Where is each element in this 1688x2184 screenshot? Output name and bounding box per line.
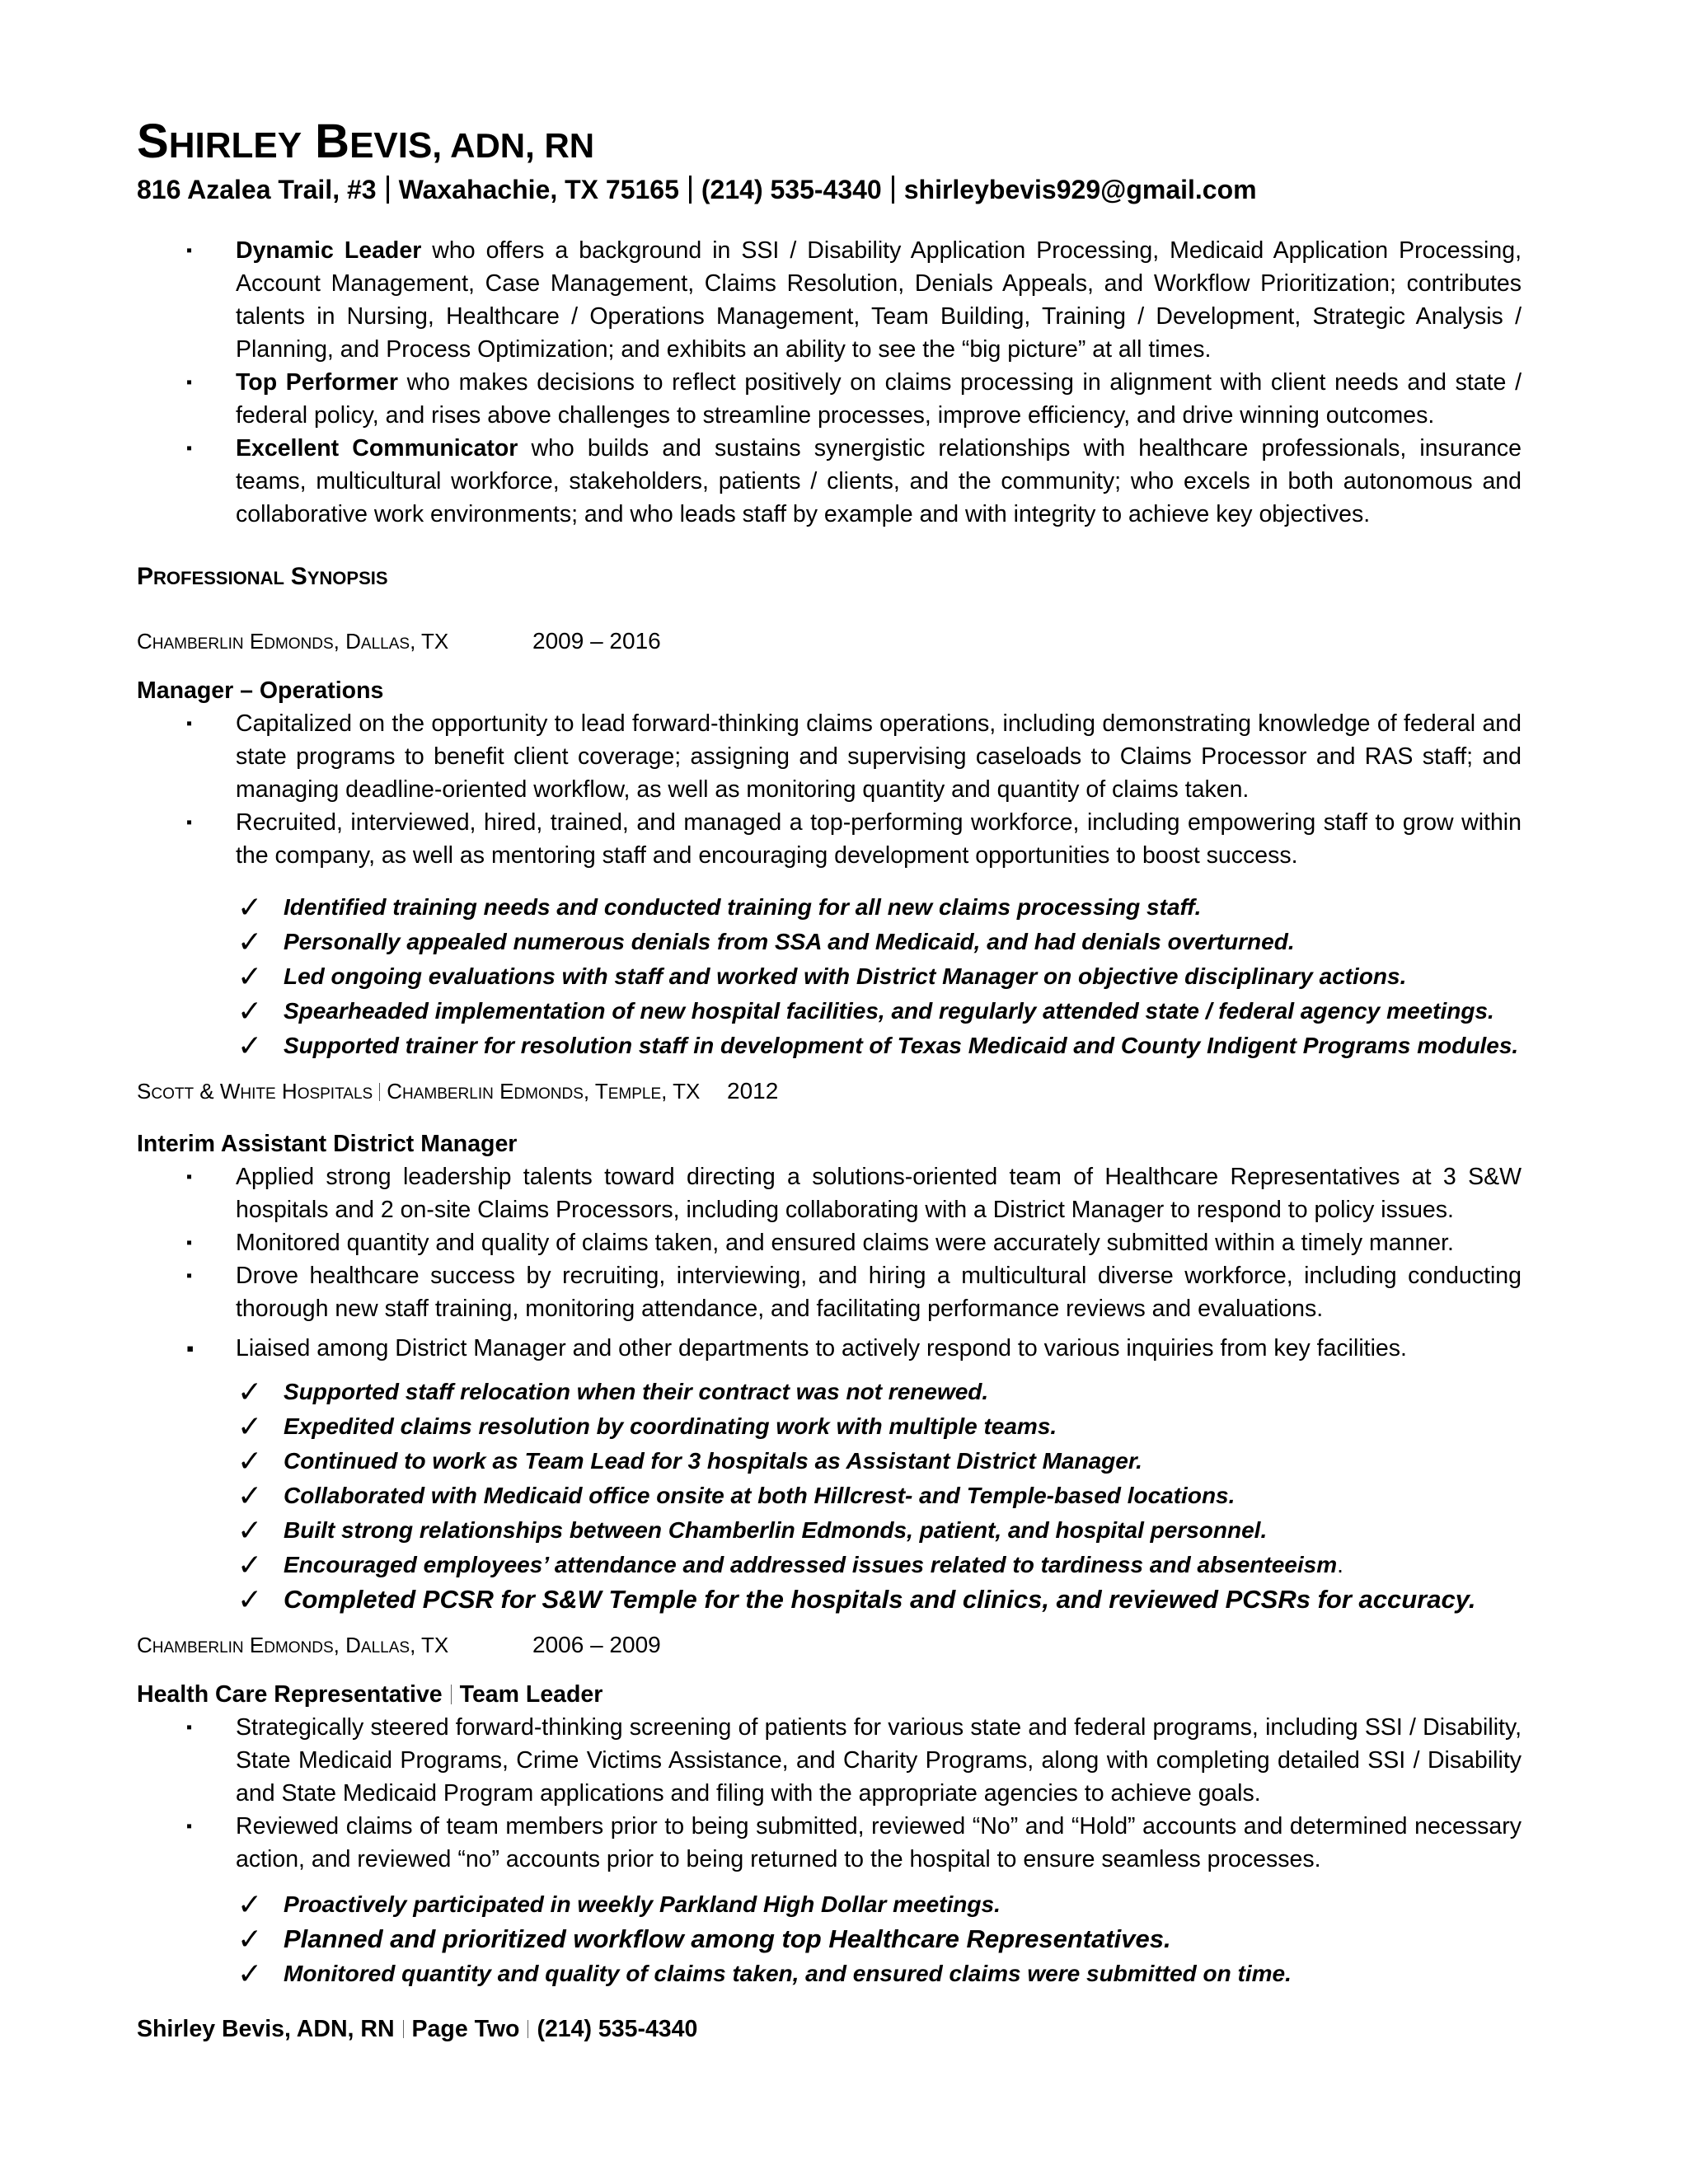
checkmark-icon: ✓ bbox=[237, 1548, 263, 1582]
achievements-list bbox=[237, 890, 1589, 1063]
duty-item: ▪ Recruited, interviewed, hired, trained, and managed a top-performing workforce, including empowering staff to grow within the company, as well as mentoring staff and encouraging development opportunities to boost success. bbox=[186, 806, 1522, 872]
duty-item: ▪ Reviewed claims of team members prior to being submitted, reviewed “No” and “Hold” accounts and determined necessary action, and reviewed “no” accounts prior to being returned to the hospital to ensure seamless processes. bbox=[186, 1810, 1522, 1876]
achievement-item: ✓ Supported trainer for resolution staff in development of Texas Medicaid and County Indigent Programs modules. bbox=[237, 1029, 1519, 1062]
divider bbox=[379, 1083, 380, 1101]
summary-item: ▪ Top Performer who makes decisions to reflect positively on claims processing in alignment with client needs and state / federal policy, and rises above challenges to streamline processes, improve efficiency, and drive winning outcomes. bbox=[186, 366, 1522, 432]
summary-list bbox=[186, 234, 1522, 531]
checkmark-icon: ✓ bbox=[237, 1957, 263, 1990]
summary-item: ▪ Dynamic Leader who offers a background in SSI / Disability Application Processing, Medicaid Application Processing, Account Management, Case Management, Claims Resolution, Denials Appeals, and Workflow Prioritization; contributes talents in Nursing, Healthcare / Operations Management, Team Building, Training / Development, Strategic Analysis / Planning, and Process Optimization; and exhibits an ability to see the “big picture” at all times. bbox=[186, 234, 1522, 366]
bullet-icon: ▪ bbox=[186, 373, 193, 391]
divider bbox=[892, 176, 894, 204]
checkmark-icon: ✓ bbox=[237, 1887, 263, 1921]
address: 816 Azalea Trail, #3 bbox=[137, 175, 377, 204]
checkmark-icon: ✓ bbox=[237, 1444, 263, 1478]
checkmark-icon: ✓ bbox=[237, 1029, 263, 1062]
employer-line: SCOTT & WHITE HOSPITALS CHAMBERLIN EDMONDS, TEMPLE, TX bbox=[137, 1079, 701, 1104]
duties-list bbox=[186, 1160, 1522, 1365]
achievement-item: ✓ Encouraged employees’ attendance and addressed issues related to tardiness and absenteeism. bbox=[237, 1548, 1343, 1582]
bullet-icon: ▪ bbox=[186, 1234, 193, 1252]
checkmark-icon: ✓ bbox=[237, 925, 263, 958]
bullet-icon: ▪ bbox=[186, 1817, 193, 1835]
checkmark-icon: ✓ bbox=[237, 1375, 263, 1408]
checkmark-icon: ✓ bbox=[237, 994, 263, 1028]
divider bbox=[451, 1685, 452, 1704]
achievement-item: ✓ Collaborated with Medicaid office onsite at both Hillcrest- and Temple-based locations. bbox=[237, 1479, 1236, 1512]
employer-line: CHAMBERLIN EDMONDS, DALLAS, TX bbox=[137, 1633, 449, 1657]
checkmark-icon: ✓ bbox=[237, 1922, 263, 1956]
checkmark-icon: ✓ bbox=[237, 1479, 263, 1512]
achievement-item: ✓ Planned and prioritized workflow among top Healthcare Representatives. bbox=[237, 1922, 1171, 1956]
email: shirleybevis929@gmail.com bbox=[903, 175, 1257, 204]
bullet-icon: ▪ bbox=[186, 1168, 193, 1186]
achievement-item: ✓ Supported staff relocation when their contract was not renewed. bbox=[237, 1375, 989, 1408]
achievement-item: ✓ Personally appealed numerous denials from SSA and Medicaid, and had denials overturned. bbox=[237, 925, 1295, 958]
employer-line: CHAMBERLIN EDMONDS, DALLAS, TX bbox=[137, 629, 449, 654]
duties-list bbox=[186, 707, 1522, 872]
achievement-item: ✓ Proactively participated in weekly Parkland High Dollar meetings. bbox=[237, 1887, 1001, 1921]
candidate-name: SHIRLEY BEVIS, ADN, RN bbox=[137, 115, 595, 168]
bullet-icon: ▪ bbox=[186, 715, 193, 733]
checkmark-icon: ✓ bbox=[237, 1409, 263, 1443]
checkmark-icon: ✓ bbox=[237, 1582, 263, 1616]
achievement-item: ✓ Built strong relationships between Chamberlin Edmonds, patient, and hospital personnel. bbox=[237, 1513, 1268, 1547]
bullet-icon: ▪ bbox=[186, 1267, 193, 1285]
achievement-item: ✓ Completed PCSR for S&W Temple for the hospitals and clinics, and reviewed PCSRs for accuracy. bbox=[237, 1582, 1476, 1616]
city: Waxahachie, TX 75165 bbox=[398, 175, 679, 204]
duty-item: ▪ Capitalized on the opportunity to lead forward-thinking claims operations, including demonstrating knowledge of federal and state programs to benefit client coverage; assigning and supervising caseloads to Claims Processor and RAS staff; and managing deadline-oriented workflow, as well as monitoring quantity and quantity of claims taken. bbox=[186, 707, 1522, 806]
divider bbox=[387, 176, 389, 204]
job-title: Health Care Representative Team Leader bbox=[137, 1681, 603, 1708]
achievement-item: ✓ Expedited claims resolution by coordinating work with multiple teams. bbox=[237, 1409, 1057, 1443]
achievement-item: ✓ Identified training needs and conducted training for all new claims processing staff. bbox=[237, 890, 1202, 924]
job-title: Manager – Operations bbox=[137, 677, 384, 704]
employment-dates: 2006 – 2009 bbox=[532, 1632, 661, 1657]
bullet-icon: ▪ bbox=[186, 813, 193, 832]
bullet-icon: ▪ bbox=[186, 439, 193, 457]
achievements-list bbox=[237, 1887, 1589, 1991]
checkmark-icon: ✓ bbox=[237, 1513, 263, 1547]
divider bbox=[689, 176, 692, 204]
employment-dates: 2012 bbox=[727, 1078, 779, 1104]
duty-item: ▪ Liaised among District Manager and other departments to actively respond to various inquiries from key facilities. bbox=[186, 1332, 1522, 1365]
checkmark-icon: ✓ bbox=[237, 959, 263, 993]
duty-item: ▪ Drove healthcare success by recruiting, interviewing, and hiring a multicultural diverse workforce, including conducting thorough new staff training, monitoring attendance, and facilitating performance reviews and evaluations. bbox=[186, 1259, 1522, 1325]
checkmark-icon: ✓ bbox=[237, 890, 263, 924]
summary-item: ▪ Excellent Communicator who builds and sustains synergistic relationships with healthcare professionals, insurance teams, multicultural workforce, stakeholders, patients / clients, and the community; who excels in both autonomous and collaborative work environments; and who leads staff by example and with integrity to achieve key objectives. bbox=[186, 432, 1522, 531]
achievements-list bbox=[237, 1375, 1589, 1617]
bullet-icon: ▪ bbox=[186, 1336, 195, 1361]
employment-dates: 2009 – 2016 bbox=[532, 628, 661, 654]
page-footer: Shirley Bevis, ADN, RN Page Two (214) 535-4340 bbox=[137, 2016, 698, 2042]
duty-item: ▪ Applied strong leadership talents toward directing a solutions-oriented team of Healthcare Representatives at 3 S&W hospitals and 2 on-site Claims Processors, including collaborating with a District Manager to respond to policy issues. bbox=[186, 1160, 1522, 1226]
bullet-icon: ▪ bbox=[186, 1718, 193, 1736]
contact-line bbox=[137, 171, 1257, 208]
duty-item: ▪ Strategically steered forward-thinking screening of patients for various state and federal programs, including SSI / Disability, State Medicaid Programs, Crime Victims Assistance, and Charity Programs, along with completing detailed SSI / Disability and State Medicaid Program applications and filing with the appropriate agencies to achieve goals. bbox=[186, 1711, 1522, 1810]
achievement-item: ✓ Continued to work as Team Lead for 3 hospitals as Assistant District Manager. bbox=[237, 1444, 1142, 1478]
phone: (214) 535-4340 bbox=[701, 175, 882, 204]
section-title: PROFESSIONAL SYNOPSIS bbox=[137, 563, 388, 590]
achievement-item: ✓ Monitored quantity and quality of claims taken, and ensured claims were submitted on time. bbox=[237, 1957, 1292, 1990]
duty-item: ▪ Monitored quantity and quality of claims taken, and ensured claims were accurately submitted within a timely manner. bbox=[186, 1226, 1522, 1259]
achievement-item: ✓ Led ongoing evaluations with staff and worked with District Manager on objective disciplinary actions. bbox=[237, 959, 1407, 993]
divider bbox=[403, 2020, 404, 2038]
bullet-icon: ▪ bbox=[186, 241, 193, 260]
duties-list bbox=[186, 1711, 1522, 1876]
achievement-item: ✓ Spearheaded implementation of new hospital facilities, and regularly attended state / federal agency meetings. bbox=[237, 994, 1494, 1028]
job-title: Interim Assistant District Manager bbox=[137, 1131, 518, 1157]
